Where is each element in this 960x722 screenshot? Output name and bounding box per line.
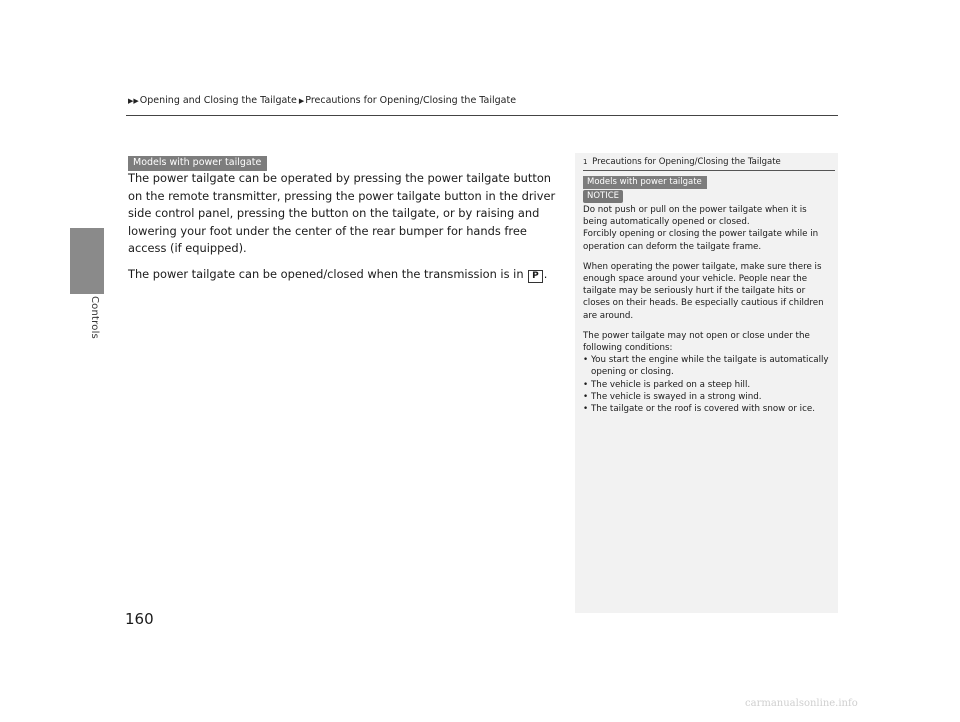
list-item: • You start the engine while the tailgate is automatically opening or closing. — [583, 355, 829, 378]
notice-badge: NOTICE — [583, 190, 623, 203]
bullet-icon: • — [583, 404, 589, 415]
breadcrumb — [128, 95, 516, 106]
side-panel-title — [583, 157, 781, 167]
main-paragraph — [128, 266, 558, 284]
list-item: • The vehicle is parked on a steep hill. — [583, 379, 751, 390]
main-paragraph-end: . — [543, 266, 548, 281]
side-panel-paragraph: The power tailgate may not open or close under the following conditions: — [583, 330, 810, 354]
header-divider — [126, 115, 838, 116]
list-item: • The vehicle is swayed in a strong wind. — [583, 391, 762, 402]
side-panel-title-text: Precautions for Opening/Closing the Tailgate — [592, 157, 781, 167]
model-badge: Models with power tailgate — [128, 156, 267, 171]
bullet-icon: • — [583, 355, 589, 366]
main-paragraph: The power tailgate can be operated by pressing the power tailgate button on the remote transmitter, pressing the power tailgate button in the driver side control panel, pressing the button on the tailgate, or by raising and lowering your foot under the center of the rear bumper for hands free access (if equipped). — [128, 171, 556, 255]
side-panel-content — [583, 204, 833, 415]
main-paragraph-text: The power tailgate can be opened/closed when the transmission is in — [128, 266, 524, 281]
side-panel-divider — [583, 170, 835, 171]
arrow-icon: ▶ — [298, 96, 305, 105]
reference-marker-icon: 1 — [583, 158, 588, 166]
conditions-list — [583, 354, 833, 415]
main-content — [128, 170, 558, 291]
bullet-icon: • — [583, 379, 589, 390]
section-tab — [70, 228, 104, 294]
gear-p-badge: P — [528, 270, 543, 283]
side-panel-model-badge: Models with power tailgate — [583, 176, 707, 189]
breadcrumb-item[interactable]: Precautions for Opening/Closing the Tailgate — [305, 95, 517, 106]
section-label: Controls — [89, 296, 100, 339]
breadcrumb-item[interactable]: Opening and Closing the Tailgate — [139, 95, 297, 106]
side-panel-paragraph: When operating the power tailgate, make sure there is enough space around your vehicle. People near the tailgate may be seriously hurt if the tailgate hits or closes on their heads. Be especially cautious if children are around. — [583, 261, 824, 321]
list-item: • The tailgate or the roof is covered with snow or ice. — [583, 404, 815, 415]
watermark: carmanualsonline.info — [745, 698, 858, 709]
notice-text: Forcibly opening or closing the power tailgate while in operation can deform the tailgate frame. — [583, 229, 819, 252]
bullet-icon: • — [583, 391, 589, 402]
notice-text: Do not push or pull on the power tailgate when it is being automatically opened or closed. — [583, 205, 807, 228]
double-arrow-icon: ▶▶ — [128, 96, 139, 105]
page-number: 160 — [125, 610, 154, 628]
